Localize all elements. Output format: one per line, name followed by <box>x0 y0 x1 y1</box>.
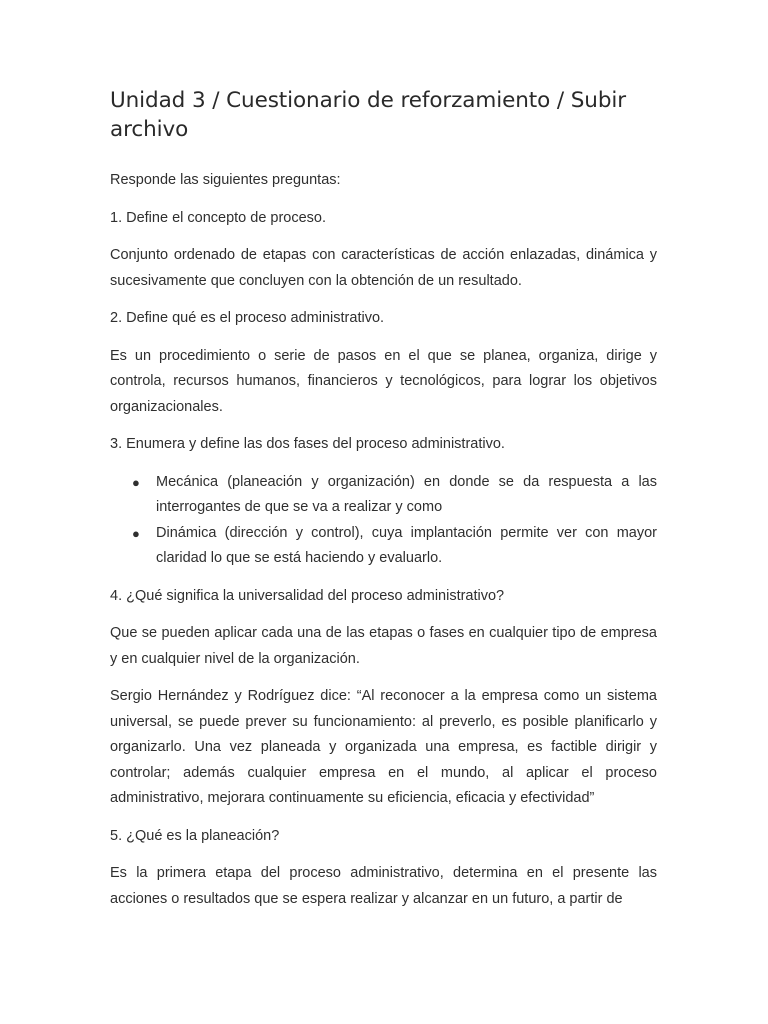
list-item-text: Dinámica (dirección y control), cuya implantación permite ver con mayor claridad lo que se está haciendo y evaluarlo. <box>156 524 657 566</box>
question-3: 3. Enumera y define las dos fases del proceso administrativo. <box>110 436 505 452</box>
answer-4: Que se pueden aplicar cada una de las etapas o fases en cualquier tipo de empresa y en cualquier nivel de la organización. <box>110 625 657 667</box>
intro-text: Responde las siguientes preguntas: <box>110 172 341 188</box>
list-item <box>132 521 657 572</box>
document-page <box>110 86 657 924</box>
answer-2: Es un procedimiento o serie de pasos en el que se planea, organiza, dirige y controla, recursos humanos, financieros y tecnológicos, para lograr los objetivos organizacionales. <box>110 347 657 415</box>
list-item <box>132 470 657 521</box>
bullet-icon: ● <box>132 525 140 541</box>
answer-3-list <box>110 470 657 572</box>
question-1: 1. Define el concepto de proceso. <box>110 209 327 226</box>
question-5: 5. ¿Qué es la planeación? <box>110 827 280 844</box>
bullet-icon: ● <box>132 474 140 490</box>
answer-1: Conjunto ordenado de etapas con características de acción enlazadas, dinámica y sucesivamente que concluyen con la obtención de un resultado. <box>110 247 657 289</box>
list-item-text: Mecánica (planeación y organización) en donde se da respuesta a las interrogantes de que se va a realizar y como <box>156 473 657 515</box>
answer-4-quote: Sergio Hernández y Rodríguez dice: “Al reconocer a la empresa como un sistema universal, se puede prever su funcionamiento: al preverlo, es posible planificarlo y organizarlo. Una vez planeada y organizada una empresa, es factible dirigir y controlar; además cualquier empresa en el mundo, al aplicar el proceso administrativo, mejorara continuamente su eficiencia, eficacia y efectividad” <box>110 688 657 806</box>
question-4: 4. ¿Qué significa la universalidad del proceso administrativo? <box>110 587 505 604</box>
document-title: Unidad 3 / Cuestionario de reforzamiento / Subir archivo <box>110 88 626 142</box>
answer-5: Es la primera etapa del proceso administrativo, determina en el presente las acciones o resultados que se espera realizar y alcanzar en un futuro, a partir de <box>110 865 657 907</box>
question-2: 2. Define qué es el proceso administrativo. <box>110 310 385 326</box>
